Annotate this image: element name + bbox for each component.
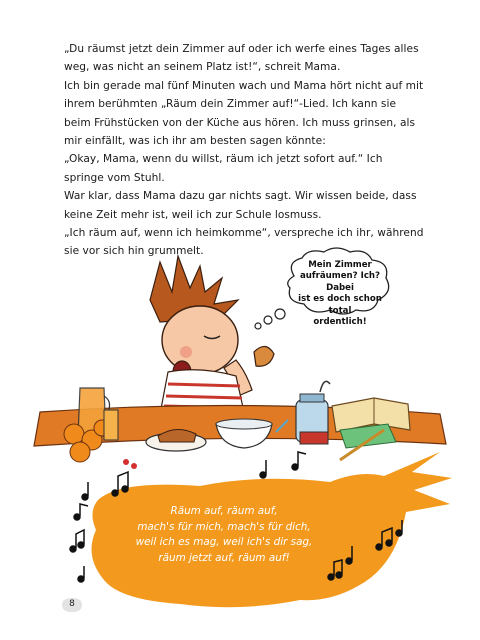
story-paragraph: War klar, dass Mama dazu gar nichts sagt. Wir wissen beide, dass keine Zeit mehr ist, weil ich zur Schule losmuss. <box>64 190 417 221</box>
thought-line: ist es doch schon total <box>298 294 382 316</box>
thought-line: Mein Zimmer <box>308 260 372 270</box>
song-line: Räum auf, räum auf, <box>170 505 278 517</box>
story-paragraph: „Okay, Mama, wenn du willst, räum ich jetzt sofort auf.“ Ich springe vom Stuhl. <box>64 153 383 184</box>
page-number-text: 8 <box>69 599 75 609</box>
story-paragraph: „Du räumst jetzt dein Zimmer auf oder ich werfe eines Tages alles weg, was nicht an seinem Platz ist!“, schreit Mama. <box>64 43 419 74</box>
song-line: mach's für mich, mach's für dich, <box>137 520 311 533</box>
story-paragraph: Ich bin gerade mal fünf Minuten wach und Mama hört nicht auf mit ihrem berühmten „Räum dein Zimmer auf!“-Lied. Ich kann sie beim Frühstücken von der Küche aus hören. Ich muss grinsen, als mir einfällt, was ich ihr am besten sagen könnte: <box>64 79 424 148</box>
song-lyrics <box>96 504 352 566</box>
song-line: räum jetzt auf, räum auf! <box>158 551 290 564</box>
thought-line: aufräumen? Ich? Dabei <box>299 271 381 293</box>
thought-line: ordentlich! <box>313 317 367 328</box>
story-paragraph: „Ich räum auf, wenn ich heimkomme“, verspreche ich ihr, während sie vor sich hin grummelt. <box>64 227 424 258</box>
song-line: weil ich es mag, weil ich's dir sag, <box>135 536 313 549</box>
page-number <box>60 596 84 614</box>
